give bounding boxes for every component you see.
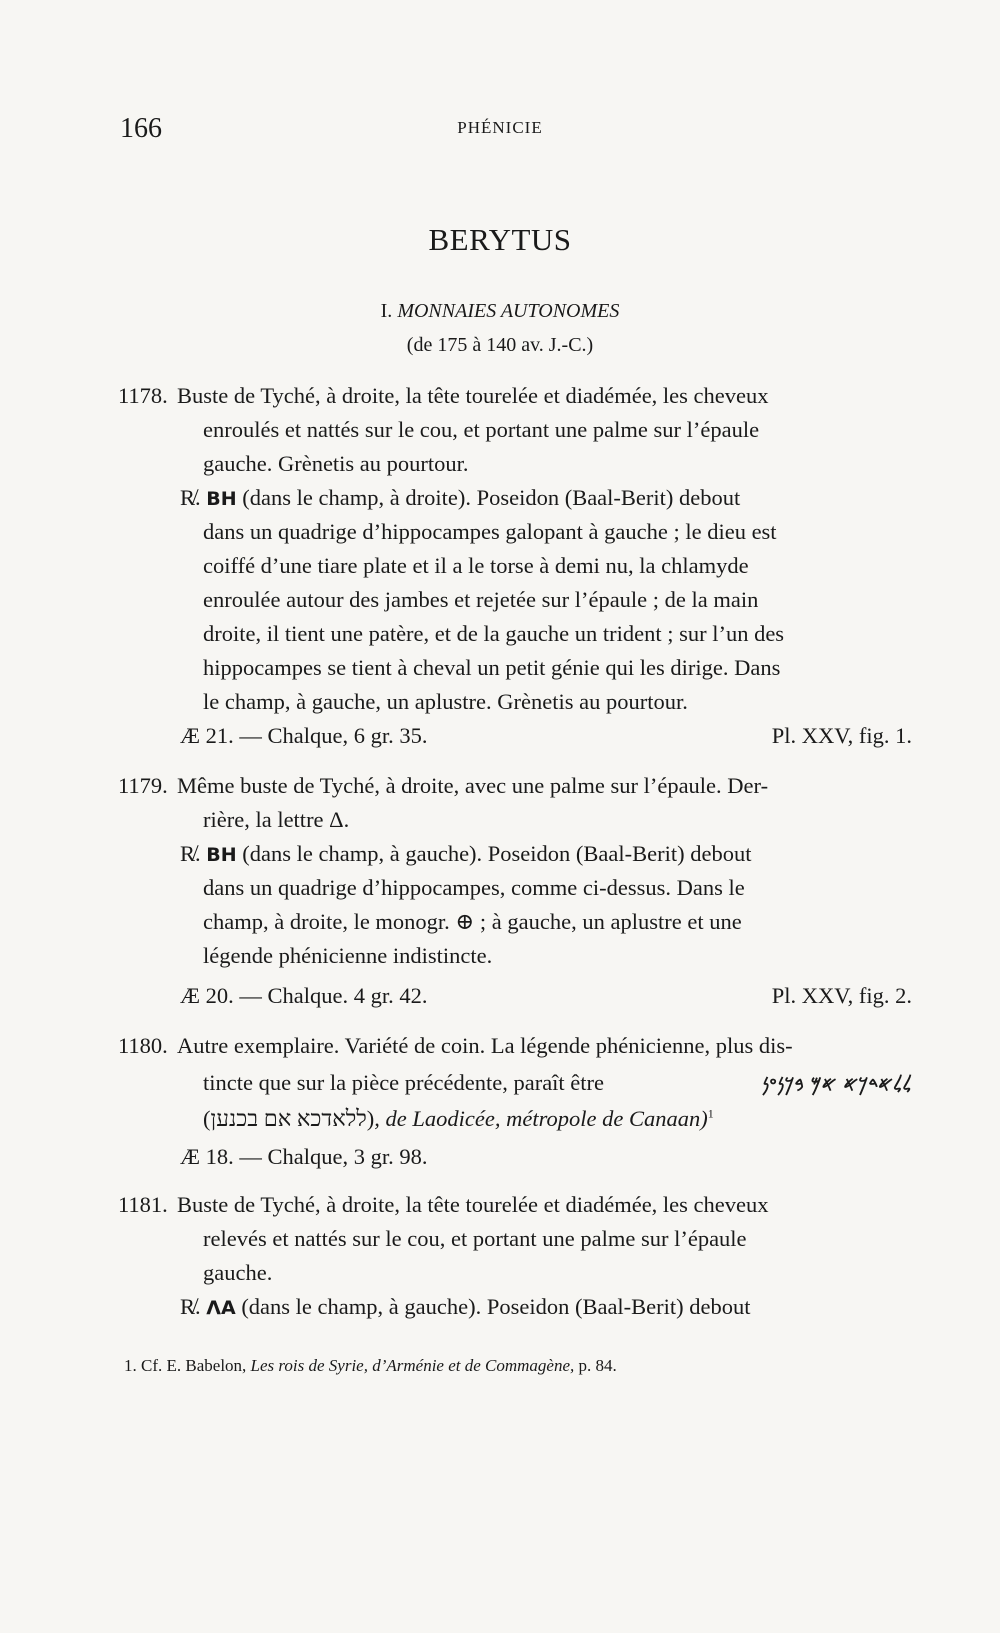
entry-text-line: coiffé d’une tiare plate et il a le torse à demi nu, la chlamyde [203, 553, 749, 578]
reverse-line [180, 485, 740, 511]
plate-reference: Pl. XXV, fig. 1. [771, 723, 912, 748]
footnote-work-title: Les rois de Syrie, d’Arménie et de Commagène, [250, 1356, 575, 1375]
footnote-reference: 1 [707, 1106, 714, 1121]
subsection-heading [0, 300, 1000, 323]
phoenician-legend: 𐤋𐤋𐤀𐤃𐤊𐤀 𐤀𐤌 𐤁𐤊𐤍𐤏𐤍 [761, 1072, 912, 1096]
entry-text-line: dans un quadrige d’hippocampes galopant à gauche ; le dieu est [203, 519, 777, 544]
entry-text-line: le champ, à gauche, un aplustre. Grènetis au pourtour. [203, 689, 688, 714]
legend-transcription [203, 1106, 714, 1132]
entry-text-line: dans un quadrige d’hippocampes, comme ci-dessus. Dans le [203, 875, 745, 900]
running-head: PHÉNICIE [457, 118, 543, 137]
entry-text-line: Buste de Tyché, à droite, la tête tourelée et diadémée, les cheveux [177, 383, 769, 408]
entry-text-line: enroulés et nattés sur le cou, et portant une palme sur l’épaule [203, 417, 760, 442]
reverse-text: (dans le champ, à gauche). Poseidon (Baal-Berit) debout [242, 841, 752, 866]
entry-text-line: rière, la lettre Δ. [203, 807, 350, 832]
entry-text-line: hippocampes se tient à cheval un petit génie qui les dirige. Dans [203, 655, 781, 680]
entry-text-line: gauche. [203, 1260, 273, 1285]
entry-number: 1178. [118, 383, 168, 408]
reverse-line [180, 1294, 751, 1320]
metal-weight: Æ 18. — Chalque, 3 gr. 98. [180, 1144, 428, 1169]
entry-number: 1181. [118, 1192, 168, 1217]
entry-text-line: tincte que sur la pièce précédente, paraît être [203, 1070, 605, 1095]
footnote [124, 1356, 617, 1376]
reverse-symbol: R̸. [180, 485, 201, 510]
entry-text-line: Même buste de Tyché, à droite, avec une palme sur l’épaule. Der- [177, 773, 769, 798]
legend-gloss: , de Laodicée, métropole de Canaan) [374, 1106, 708, 1131]
metal-weight: Æ 20. — Chalque. 4 gr. 42. [180, 983, 428, 1008]
reverse-line [180, 841, 752, 867]
section-title: BERYTUS [428, 222, 572, 257]
subsection-title: MONNAIES AUTONOMES [397, 300, 620, 322]
entry-text-line: légende phénicienne indistincte. [203, 943, 493, 968]
reverse-letters: BH [206, 844, 237, 866]
metal-weight: Æ 21. — Chalque, 6 gr. 35. [180, 723, 428, 748]
entry-number: 1179. [118, 773, 168, 798]
page-number: 166 [120, 113, 162, 144]
subsection-numeral: I. [380, 300, 393, 322]
entry-text-line: Buste de Tyché, à droite, la tête tourelée et diadémée, les cheveux [177, 1192, 769, 1217]
entry-number: 1180. [118, 1033, 168, 1058]
subsection-dates: (de 175 à 140 av. J.-C.) [406, 334, 594, 356]
reverse-symbol: R̸. [180, 841, 201, 866]
entry-text-line: relevés et nattés sur le cou, et portant une palme sur l’épaule [203, 1226, 747, 1251]
entry-text-line: champ, à droite, le monogr. ⊕ ; à gauche, un aplustre et une [203, 909, 742, 934]
plate-reference: Pl. XXV, fig. 2. [771, 983, 912, 1008]
entry-text-line: enroulée autour des jambes et rejetée sur l’épaule ; de la main [203, 587, 759, 612]
reverse-letters: ΛA [206, 1297, 236, 1319]
footnote-pre: Cf. E. Babelon, [141, 1356, 247, 1375]
reverse-text: (dans le champ, à droite). Poseidon (Baal-Berit) debout [242, 485, 741, 510]
footnote-marker: 1. [124, 1356, 137, 1375]
reverse-text: (dans le champ, à gauche). Poseidon (Baal-Berit) debout [241, 1294, 751, 1319]
entry-text-line: gauche. Grènetis au pourtour. [203, 451, 469, 476]
entry-text-line: Autre exemplaire. Variété de coin. La légende phénicienne, plus dis- [177, 1033, 793, 1058]
hebrew-transcription: (ללאדכא אם בכנען) [203, 1106, 375, 1131]
footnote-post: p. 84. [578, 1356, 617, 1375]
entry-text-line: droite, il tient une patère, et de la gauche un trident ; sur l’un des [203, 621, 785, 646]
reverse-symbol: R̸. [180, 1294, 201, 1319]
reverse-letters: BH [206, 488, 237, 510]
